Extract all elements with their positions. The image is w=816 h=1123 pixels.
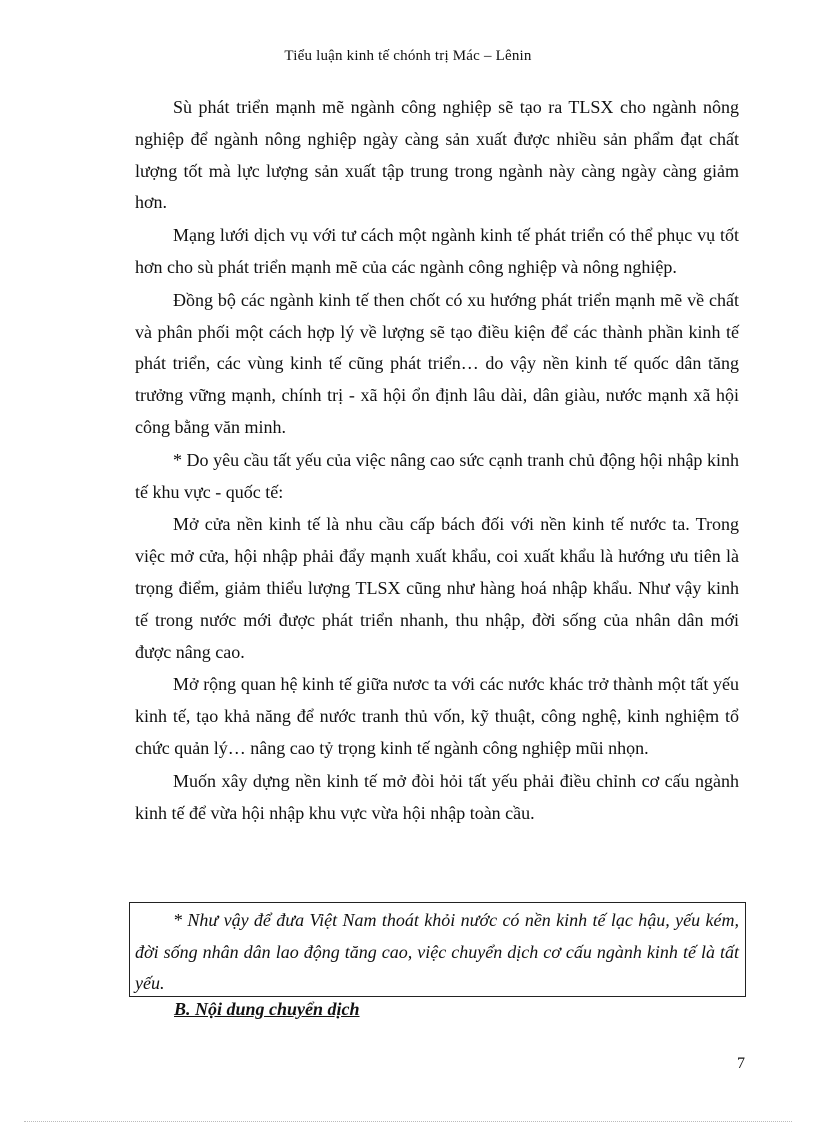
body-text xyxy=(135,92,739,830)
boxed-note-text: * Như vậy để đưa Việt Nam thoát khỏi nước có nền kinh tế lạc hậu, yếu kém, đời sống nhân dân lao động tăng cao, việc chuyển dịch cơ cấu ngành kinh tế là tất yếu. xyxy=(135,910,739,993)
paragraph: Mở cửa nền kinh tế là nhu cầu cấp bách đối với nền kinh tế nước ta. Trong việc mở cửa, hội nhập phải đẩy mạnh xuất khẩu, coi xuất khẩu là hướng ưu tiên là trọng điểm, giảm thiểu lượng TLSX cũng như hàng hoá nhập khẩu. Như vậy kinh tế trong nước mới được phát triển nhanh, thu nhập, đời sống của nhân dân mới được nâng cao. xyxy=(135,514,739,662)
section-heading: B. Nội dung chuyển dịch xyxy=(174,999,360,1019)
boxed-note xyxy=(129,902,746,997)
page-bottom-rule xyxy=(24,1121,792,1122)
paragraph: Đồng bộ các ngành kinh tế then chốt có xu hướng phát triển mạnh mẽ về chất và phân phối một cách hợp lý về lượng sẽ tạo điều kiện để các thành phần kinh tế phát triển, các vùng kinh tế cũng phát triển… do vậy nền kinh tế quốc dân tăng trưởng vững mạnh, chính trị - xã hội ổn định lâu dài, dân giàu, nước mạnh xã hội công bằng văn minh. xyxy=(135,289,739,437)
page-header: Tiểu luận kinh tế chónh trị Mác – Lênin xyxy=(284,48,532,64)
page-number: 7 xyxy=(737,1055,745,1072)
paragraph: * Do yêu cầu tất yếu của việc nâng cao sức cạnh tranh chủ động hội nhập kinh tế khu vực - quốc tế: xyxy=(135,449,739,502)
paragraph: Mạng lưới dịch vụ với tư cách một ngành kinh tế phát triển có thể phục vụ tốt hơn cho sù phát triển mạnh mẽ của các ngành công nghiệp và nông nghiệp. xyxy=(135,225,739,277)
paragraph: Sù phát triển mạnh mẽ ngành công nghiệp sẽ tạo ra TLSX cho ngành nông nghiệp để ngành nông nghiệp ngày càng sản xuất được nhiều sản phẩm đạt chất lượng tốt mà lực lượng sản xuất tập trung trong ngành này càng ngày càng giảm hơn. xyxy=(135,97,739,213)
paragraph: Muốn xây dựng nền kinh tế mở đòi hỏi tất yếu phải điều chỉnh cơ cấu ngành kinh tế để vừa hội nhập khu vực vừa hội nhập toàn cầu. xyxy=(135,770,739,823)
paragraph: Mở rộng quan hệ kinh tế giữa nươc ta với các nước khác trở thành một tất yếu kinh tế, tạo khả năng để nước tranh thủ vốn, kỹ thuật, công nghệ, kinh nghiệm tổ chức quản lý… nâng cao tỷ trọng kinh tế ngành công nghiệp mũi nhọn. xyxy=(135,674,739,758)
